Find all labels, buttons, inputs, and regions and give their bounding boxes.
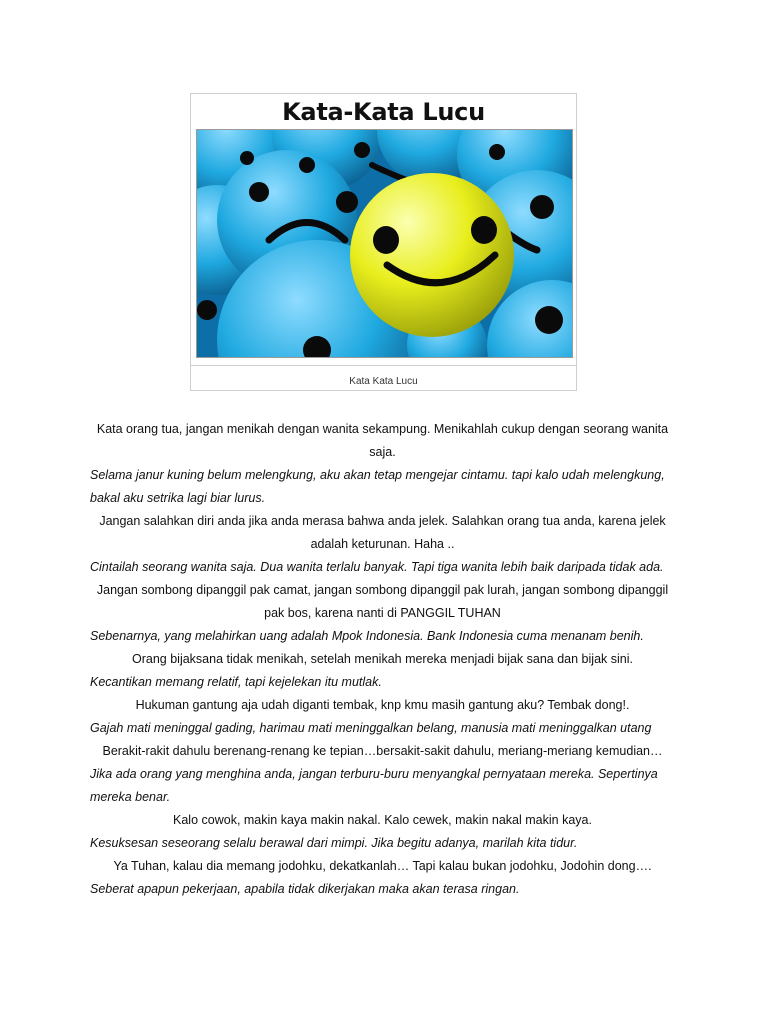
quote-9: Hukuman gantung aja udah diganti tembak, knp kmu masih gantung aku? Tembak dong!. [135,698,630,712]
quote-16: Seberat apapun pekerjaan, apabila tidak dikerjakan maka akan terasa ringan. [90,882,520,896]
smiley-illustration [197,130,572,357]
quote-15: Ya Tuhan, kalau dia memang jodohku, dekatkanlah… Tapi kalau bukan jodohku, Jodohin dong…. [113,859,652,873]
quote-7: Orang bijaksana tidak menikah, setelah menikah mereka menjadi bijak sana dan bijak sini. [132,652,633,666]
quote-list [90,418,675,901]
quote-5: Jangan sombong dipanggil pak camat, jangan sombong dipanggil pak lurah, jangan sombong dipanggil pak bos, karena nanti di PANGGIL TUHAN [96,583,669,620]
figure-caption: Kata Kata Lucu [349,376,418,387]
smiley-image [196,129,573,358]
figure-title: Kata-Kata Lucu [282,98,485,126]
quote-13: Kalo cowok, makin kaya makin nakal. Kalo cewek, makin nakal makin kaya. [173,813,592,827]
quote-1: Kata orang tua, jangan menikah dengan wanita sekampung. Menikahlah cukup dengan seorang wanita saja. [96,422,669,459]
quote-12: Jika ada orang yang menghina anda, jangan terburu-buru menyangkal pernyataan mereka. Sepertinya mereka benar. [90,767,658,804]
quote-4: Cintailah seorang wanita saja. Dua wanita terlalu banyak. Tapi tiga wanita lebih baik daripada tidak ada. [90,560,664,574]
quote-3: Jangan salahkan diri anda jika anda merasa bahwa anda jelek. Salahkan orang tua anda, karena jelek adalah keturunan. Haha .. [99,514,666,551]
quote-8: Kecantikan memang relatif, tapi kejelekan itu mutlak. [90,675,382,689]
quote-6: Sebenarnya, yang melahirkan uang adalah Mpok Indonesia. Bank Indonesia cuma menanam benih. [90,629,644,643]
quote-10: Gajah mati meninggal gading, harimau mati meninggalkan belang, manusia mati meninggalkan utang [90,721,652,735]
quote-14: Kesuksesan seseorang selalu berawal dari mimpi. Jika begitu adanya, marilah kita tidur. [90,836,578,850]
figure [190,93,577,391]
quote-2: Selama janur kuning belum melengkung, aku akan tetap mengejar cintamu. tapi kalo udah melengkung, bakal aku setrika lagi biar lurus. [90,468,665,505]
figure-divider [191,365,576,366]
quote-11: Berakit-rakit dahulu berenang-renang ke tepian…bersakit-sakit dahulu, meriang-meriang kemudian… [102,744,663,758]
